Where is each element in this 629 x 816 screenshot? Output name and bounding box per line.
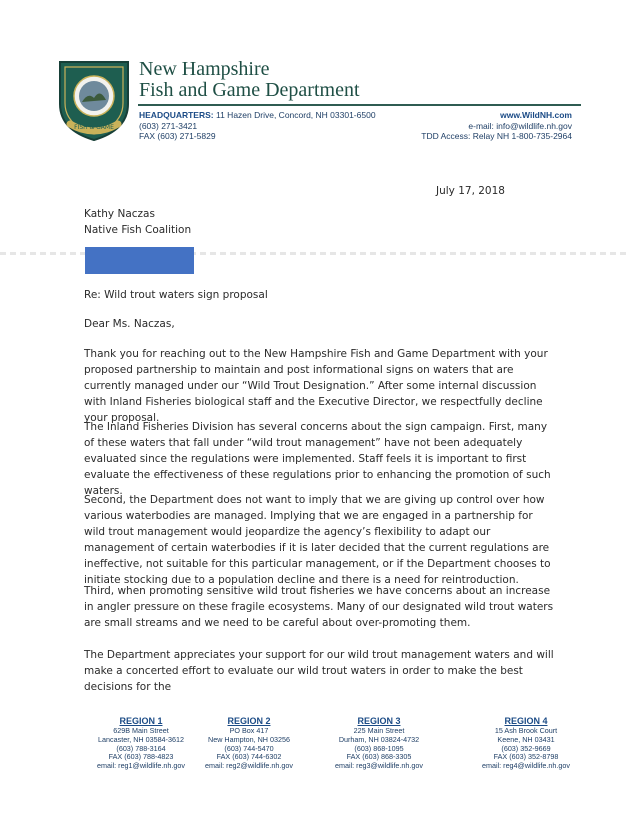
header-divider — [138, 104, 581, 106]
online-contact — [421, 110, 572, 142]
region-fax: FAX (603) 352-8798 — [493, 752, 559, 762]
region-phone: (603) 352-9669 — [501, 743, 551, 753]
organization-name — [139, 59, 360, 101]
redaction-box — [85, 247, 194, 274]
region-fax: FAX (603) 744-6302 — [216, 752, 282, 762]
department-seal-logo — [56, 58, 132, 142]
org-name-line2: Fish and Game Department — [139, 79, 360, 101]
region-email[interactable]: email: reg2@wildlife.nh.gov — [205, 761, 293, 771]
region-fax: FAX (603) 788-4823 — [108, 752, 174, 762]
region-phone: (603) 788-3164 — [116, 743, 166, 753]
region-title: REGION 3 — [357, 716, 401, 726]
hq-address: 11 Hazen Drive, Concord, NH 03301-6500 — [216, 110, 376, 120]
org-name-line1: New Hampshire — [139, 58, 270, 80]
region-title: REGION 4 — [504, 716, 548, 726]
region-address: 225 Main Street — [353, 726, 405, 735]
tdd-access: TDD Access: Relay NH 1-800-735-2964 — [421, 131, 572, 141]
body-paragraph: The Department appreciates your support for our wild trout management waters and will make a concerted effort to evaluate our wild trout waters in order to make the best decisions for the — [84, 649, 554, 693]
region-address: PO Box 417 — [229, 726, 269, 735]
seal-text: FISH & GAME — [74, 124, 114, 131]
region-fax: FAX (603) 868-3305 — [346, 752, 412, 762]
hq-label: HEADQUARTERS: — [139, 110, 214, 120]
body-paragraph: Second, the Department does not want to imply that we are giving up control over how various waterbodies are managed. Implying that we are engaged in a partnership for wild trout management would jeopardize the agency’s flexibility to adapt our management of certain waterbodies if it is later decided that the current regulations are ineffective, not suitable for this particular management, or if the Department chooses to initiate stocking due to a population decline and there is a need for reintroduction. — [84, 494, 551, 586]
hq-fax: FAX (603) 271-5829 — [139, 131, 216, 141]
region-address: 629B Main Street — [113, 726, 169, 735]
headquarters-contact — [139, 110, 376, 142]
region-city: Lancaster, NH 03584-3612 — [98, 734, 184, 744]
hq-phone: (603) 271-3421 — [139, 120, 198, 131]
region-email[interactable]: email: reg1@wildlife.nh.gov — [97, 761, 185, 771]
region-address: 15 Ash Brook Court — [494, 726, 558, 735]
subject-line: Re: Wild trout waters sign proposal — [84, 289, 268, 301]
body-paragraph: The Inland Fisheries Division has several concerns about the sign campaign. First, many of these waters that fall under “wild trout management” have not been adequately evaluated since the regulations were implemented. Staff feels it is important to first evaluate the effectiveness of these regulations prior to enhancing the promotion of such waters. — [84, 421, 551, 497]
region-office-3 — [309, 716, 449, 771]
letter-date: July 17, 2018 — [436, 185, 505, 197]
recipient-block — [84, 206, 554, 238]
region-office-2 — [179, 716, 319, 771]
region-phone: (603) 744-5470 — [224, 743, 274, 753]
body-paragraph: Third, when promoting sensitive wild trout fisheries we have concerns about an increase in angler pressure on these fragile ecosystems. Many of our designated wild trout waters are small streams and we need to be careful about over-promoting them. — [84, 585, 554, 629]
body-paragraph: Thank you for reaching out to the New Hampshire Fish and Game Department with your proposed partnership to maintain and post informational signs on waters that are currently managed under our “Wild Trout Designation.” After some internal discussion with Inland Fisheries biological staff and the Executive Director, we respectfully decline your proposal. — [84, 348, 548, 424]
region-phone: (603) 868-1095 — [354, 743, 404, 753]
region-city: Keene, NH 03431 — [497, 734, 555, 744]
region-title: REGION 1 — [119, 716, 163, 726]
region-office-4 — [456, 716, 596, 771]
salutation: Dear Ms. Naczas, — [84, 318, 175, 330]
recipient-organization: Native Fish Coalition — [84, 224, 192, 236]
region-email[interactable]: email: reg3@wildlife.nh.gov — [335, 761, 423, 771]
recipient-name: Kathy Naczas — [84, 208, 155, 220]
region-city: Durham, NH 03824-4732 — [338, 734, 420, 744]
region-title: REGION 2 — [227, 716, 271, 726]
website-link[interactable]: www.WildNH.com — [500, 110, 572, 120]
region-city: New Hampton, NH 03256 — [208, 734, 290, 744]
email-address[interactable]: e-mail: info@wildlife.nh.gov — [468, 120, 572, 131]
region-email[interactable]: email: reg4@wildlife.nh.gov — [482, 761, 570, 771]
